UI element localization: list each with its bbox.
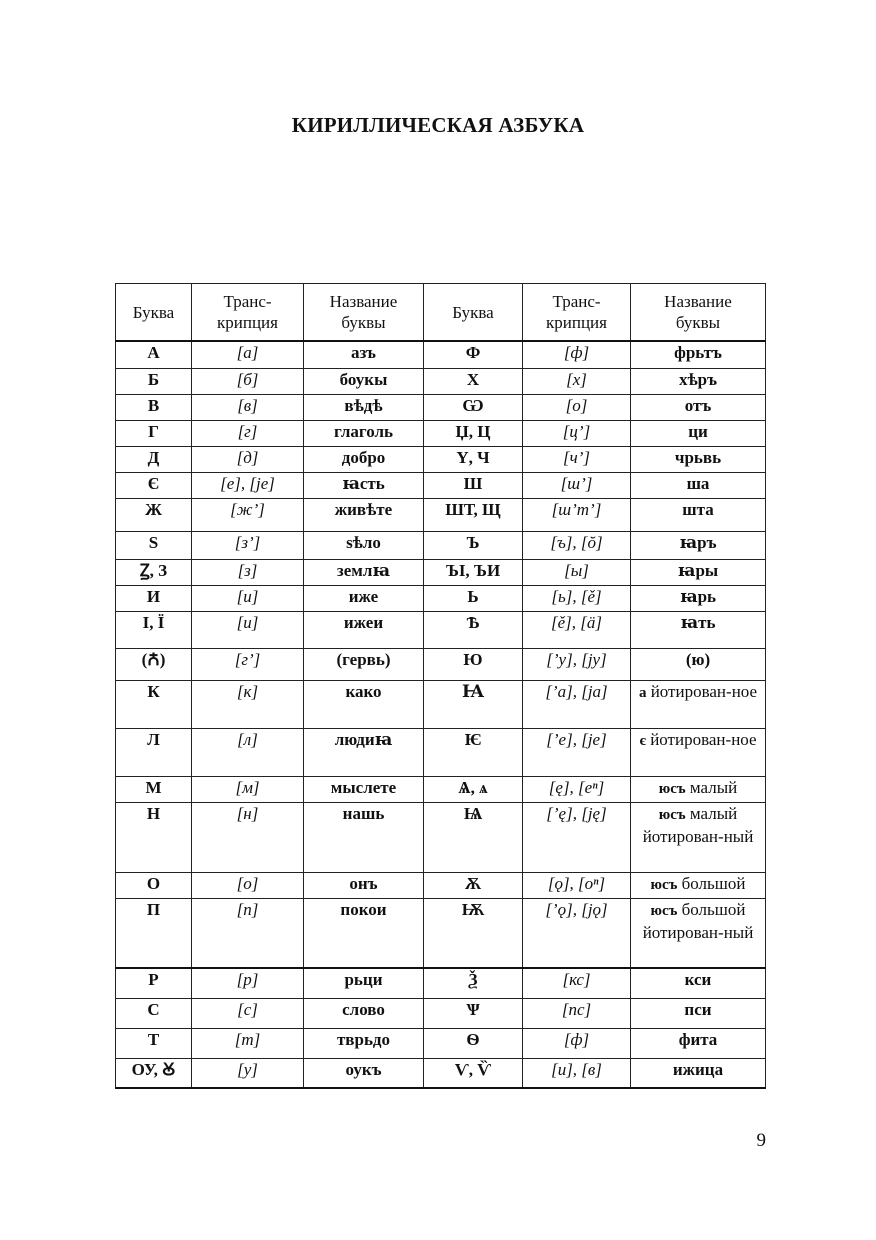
transcription: [б] (192, 368, 304, 394)
letter-name (631, 680, 766, 728)
letter-name: людиꙗ (304, 728, 424, 776)
letter-name: ꙗры (631, 559, 766, 585)
transcription: [н] (192, 802, 304, 872)
table-row (116, 648, 766, 680)
letter-name: ꙗрь (631, 585, 766, 611)
letter-name: живѣте (304, 498, 424, 531)
cyrillic-letter: Ѕ (116, 531, 192, 559)
table-row (116, 1028, 766, 1058)
cyrillic-letter: Ѵ, Ѷ (424, 1058, 523, 1088)
cyrillic-letter: Ү, Ч (424, 446, 523, 472)
letter-name: (гервь) (304, 648, 424, 680)
cyrillic-letter: Ꙁ, З (116, 559, 192, 585)
letter-name: ци (631, 420, 766, 446)
letter-name: чрьвь (631, 446, 766, 472)
letter-name-desc: йотирован-ное (650, 681, 758, 701)
transcription: [л] (192, 728, 304, 776)
transcription: [ě], [ä] (523, 611, 631, 648)
table-row (116, 446, 766, 472)
transcription: [ш’] (523, 472, 631, 498)
table-row (116, 368, 766, 394)
letter-name: хѣръ (631, 368, 766, 394)
cyrillic-letter: Ѡ (424, 394, 523, 420)
transcription: [п] (192, 898, 304, 968)
cyrillic-letter: Р (116, 968, 192, 998)
letter-name: глаголь (304, 420, 424, 446)
cyrillic-letter: О (116, 872, 192, 898)
transcription: [т] (192, 1028, 304, 1058)
transcription: [з’] (192, 531, 304, 559)
cyrillic-letter: Х (424, 368, 523, 394)
transcription: [а] (192, 341, 304, 368)
transcription: [ф] (523, 1028, 631, 1058)
cyrillic-letter: Џ, Ц (424, 420, 523, 446)
header-row (116, 284, 766, 342)
header-letter: Буква (116, 284, 192, 342)
letter-name-glyph: юсъ (658, 806, 686, 823)
table-row (116, 341, 766, 368)
transcription: [е], [jе] (192, 472, 304, 498)
letter-name: фита (631, 1028, 766, 1058)
table-row (116, 394, 766, 420)
header-name: Название буквы (304, 284, 424, 342)
letter-name: тврьдо (304, 1028, 424, 1058)
letter-name: ша (631, 472, 766, 498)
header-transcription: Транс- крипция (523, 284, 631, 342)
letter-name (631, 802, 766, 872)
letter-name: шта (631, 498, 766, 531)
letter-name-glyph: юсъ (658, 780, 686, 797)
cyrillic-letter: С (116, 998, 192, 1028)
table-row (116, 898, 766, 968)
letter-name: мыслете (304, 776, 424, 802)
table-row (116, 968, 766, 998)
letter-name: боукы (304, 368, 424, 394)
cyrillic-letter: І, Ї (116, 611, 192, 648)
cyrillic-letter: Ѩ (424, 802, 523, 872)
transcription: [и] (192, 611, 304, 648)
letter-name-desc: йотирован-ное (650, 729, 757, 749)
cyrillic-letter: Д (116, 446, 192, 472)
transcription: [’ǫ], [jǫ] (523, 898, 631, 968)
transcription: [и] (192, 585, 304, 611)
transcription: [о] (523, 394, 631, 420)
letter-name-desc: большой (681, 873, 746, 893)
transcription: [ъ], [ŏ] (523, 531, 631, 559)
table-row (116, 472, 766, 498)
cyrillic-letter: Ѱ (424, 998, 523, 1028)
transcription: [ф] (523, 341, 631, 368)
transcription: [кс] (523, 968, 631, 998)
letter-name (631, 872, 766, 898)
letter-name: нашь (304, 802, 424, 872)
letter-name: фрьтъ (631, 341, 766, 368)
letter-name: слово (304, 998, 424, 1028)
transcription: [х] (523, 368, 631, 394)
transcription: [р] (192, 968, 304, 998)
letter-name: азъ (304, 341, 424, 368)
cyrillic-letter: К (116, 680, 192, 728)
transcription: [ę], [еⁿ] (523, 776, 631, 802)
table-row (116, 531, 766, 559)
cyrillic-letter: Б (116, 368, 192, 394)
cyrillic-letter: Ѭ (424, 898, 523, 968)
table-row (116, 1058, 766, 1088)
page-title: КИРИЛЛИЧЕСКАЯ АЗБУКА (291, 113, 585, 137)
cyrillic-letter: Т (116, 1028, 192, 1058)
transcription: [ǫ], [оⁿ] (523, 872, 631, 898)
transcription: [м] (192, 776, 304, 802)
cyrillic-letter: Ѯ (424, 968, 523, 998)
letter-name: рьци (304, 968, 424, 998)
table-row (116, 728, 766, 776)
cyrillic-letter: ЪІ, ЪИ (424, 559, 523, 585)
letter-name-desc: большой йотирован-ный (642, 899, 754, 942)
transcription: [д] (192, 446, 304, 472)
table-row (116, 802, 766, 872)
letter-name: онъ (304, 872, 424, 898)
letter-name: добро (304, 446, 424, 472)
letter-name-glyph: юсъ (650, 876, 678, 893)
transcription: [к] (192, 680, 304, 728)
letter-name-glyph: є (639, 732, 646, 749)
letter-name (631, 898, 766, 968)
header-transcription: Транс- крипция (192, 284, 304, 342)
cyrillic-letter: И (116, 585, 192, 611)
letter-name: пси (631, 998, 766, 1028)
letter-name: кси (631, 968, 766, 998)
transcription: [’ę], [ję] (523, 802, 631, 872)
letter-name: (ю) (631, 648, 766, 680)
cyrillic-letter: Ф (424, 341, 523, 368)
letter-name: иже (304, 585, 424, 611)
transcription: [ж’] (192, 498, 304, 531)
letter-name-glyph: юсъ (650, 902, 678, 919)
transcription: [у] (192, 1058, 304, 1088)
cyrillic-letter: Ѥ (424, 728, 523, 776)
transcription: [г] (192, 420, 304, 446)
transcription: [ы] (523, 559, 631, 585)
letter-name: како (304, 680, 424, 728)
transcription: [в] (192, 394, 304, 420)
table-row (116, 498, 766, 531)
letter-name: ꙗсть (304, 472, 424, 498)
cyrillic-letter: Ѫ (424, 872, 523, 898)
transcription: [ц’] (523, 420, 631, 446)
alphabet-table (115, 283, 766, 1089)
header-name: Название буквы (631, 284, 766, 342)
transcription: [с] (192, 998, 304, 1028)
table-row (116, 611, 766, 648)
letter-name: ꙗръ (631, 531, 766, 559)
letter-name (631, 728, 766, 776)
letter-name: покои (304, 898, 424, 968)
cyrillic-letter: Ѳ (424, 1028, 523, 1058)
transcription: [ш’т’] (523, 498, 631, 531)
cyrillic-letter: П (116, 898, 192, 968)
letter-name: землꙗ (304, 559, 424, 585)
cyrillic-letter: Ꙗ (424, 680, 523, 728)
letter-name: ижица (631, 1058, 766, 1088)
transcription: [ч’] (523, 446, 631, 472)
transcription: [’у], [jу] (523, 648, 631, 680)
cyrillic-letter: М (116, 776, 192, 802)
cyrillic-letter: Ю (424, 648, 523, 680)
transcription: [з] (192, 559, 304, 585)
letter-name-desc: малый (689, 777, 738, 797)
letter-name: ижеи (304, 611, 424, 648)
header-letter: Буква (424, 284, 523, 342)
table-row (116, 872, 766, 898)
cyrillic-letter: (Ꙉ) (116, 648, 192, 680)
cyrillic-letter: Ъ (424, 531, 523, 559)
cyrillic-letter: А (116, 341, 192, 368)
table-row (116, 680, 766, 728)
transcription: [г’] (192, 648, 304, 680)
transcription: [о] (192, 872, 304, 898)
cyrillic-letter: Ш (424, 472, 523, 498)
letter-name: оукъ (304, 1058, 424, 1088)
letter-name: отъ (631, 394, 766, 420)
cyrillic-letter: Ь (424, 585, 523, 611)
transcription: [’а], [jа] (523, 680, 631, 728)
cyrillic-letter: Л (116, 728, 192, 776)
transcription: [ь], [ě] (523, 585, 631, 611)
table-row (116, 420, 766, 446)
table-row (116, 998, 766, 1028)
transcription: [и], [в] (523, 1058, 631, 1088)
letter-name-glyph: а (638, 684, 647, 701)
transcription: [’е], [jе] (523, 728, 631, 776)
letter-name: ꙗть (631, 611, 766, 648)
cyrillic-letter: Г (116, 420, 192, 446)
cyrillic-letter: ОУ, Ꙋ (116, 1058, 192, 1088)
page-number: 9 (756, 1130, 766, 1151)
letter-name: ѕѣло (304, 531, 424, 559)
cyrillic-letter: Ж (116, 498, 192, 531)
letter-name (631, 776, 766, 802)
transcription: [пс] (523, 998, 631, 1028)
cyrillic-letter: Є (116, 472, 192, 498)
cyrillic-letter: ШТ, Щ (424, 498, 523, 531)
letter-name-desc: малый йотирован-ный (642, 803, 754, 846)
cyrillic-letter: Ѧ, ѧ (424, 776, 523, 802)
cyrillic-letter: В (116, 394, 192, 420)
cyrillic-letter: Ѣ (424, 611, 523, 648)
table-row (116, 559, 766, 585)
cyrillic-letter: Н (116, 802, 192, 872)
letter-name: вѣдѣ (304, 394, 424, 420)
table-row (116, 585, 766, 611)
table-row (116, 776, 766, 802)
